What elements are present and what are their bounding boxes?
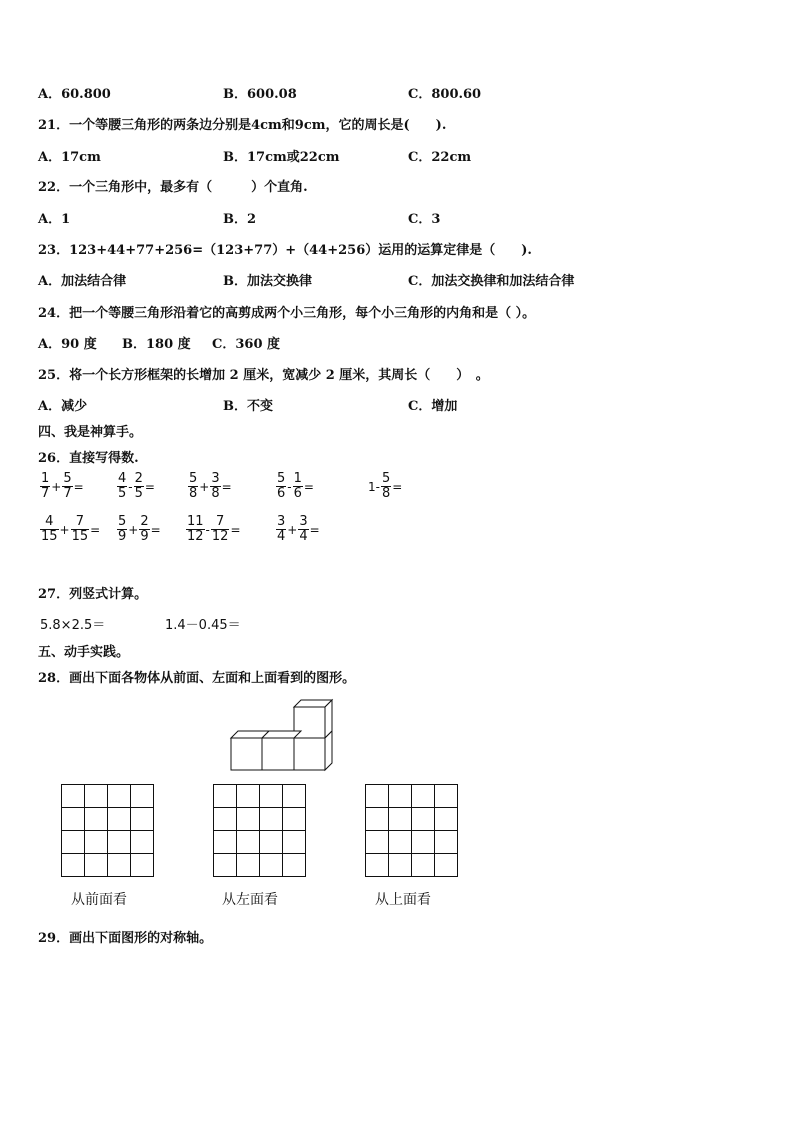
q25-option-c[interactable]: C．增加 — [408, 399, 458, 414]
q22-option-c[interactable]: C．3 — [408, 212, 441, 227]
cube-stack-figure — [228, 697, 338, 777]
q26-expr-8: $\frac{11}{12}$ - $\frac{7}{12}$ = — [187, 514, 241, 544]
q21-text: 21．一个等腰三角形的两条边分别是4cm和9cm，它的周长是( ). — [38, 118, 447, 133]
q24-option-b[interactable]: B．180 度 — [122, 337, 191, 352]
q22-text: 22．一个三角形中，最多有（ ）个直角. — [38, 180, 308, 195]
fraction: $\frac{3}{8}$ — [211, 471, 220, 501]
q28-text: 28．画出下面各物体从前面、左面和上面看到的图形。 — [38, 671, 356, 686]
top-view-grid[interactable] — [365, 784, 458, 877]
q25-text: 25．将一个长方形框架的长增加 2 厘米，宽减少 2 厘米，其周长（ ） 。 — [38, 368, 489, 383]
fraction: $\frac{2}{5}$ — [134, 471, 143, 501]
q20-option-b[interactable]: B．600.08 — [223, 87, 297, 102]
section-5-heading: 五、动手实践。 — [38, 645, 130, 660]
q26-expr-6: $\frac{4}{15}$ + $\frac{7}{15}$ = — [41, 514, 101, 544]
fraction: $\frac{7}{12}$ — [211, 514, 229, 544]
q24-option-c[interactable]: C．360 度 — [212, 337, 281, 352]
q23-option-a[interactable]: A．加法结合律 — [38, 274, 127, 289]
fraction: $\frac{3}{4}$ — [277, 514, 286, 544]
fraction: $\frac{5}{8}$ — [189, 471, 198, 501]
q26-expr-3: $\frac{5}{8}$ + $\frac{3}{8}$ = — [189, 471, 232, 501]
q20-option-c[interactable]: C．800.60 — [408, 87, 482, 102]
fraction: $\frac{5}{6}$ — [277, 471, 286, 501]
left-view-grid[interactable] — [213, 784, 306, 877]
q26-expr-2: $\frac{4}{5}$ - $\frac{2}{5}$ = — [118, 471, 155, 501]
front-view-grid[interactable] — [61, 784, 154, 877]
front-view-caption: 从前面看 — [71, 892, 127, 908]
q21-option-b[interactable]: B．17cm或22cm — [223, 150, 340, 165]
fraction: $\frac{1}{6}$ — [293, 471, 302, 501]
q26-text: 26．直接写得数. — [38, 451, 139, 466]
section-4-heading: 四、我是神算手。 — [38, 425, 143, 440]
q21-option-c[interactable]: C．22cm — [408, 150, 472, 165]
q21-option-a[interactable]: A．17cm — [38, 150, 101, 165]
top-view-caption: 从上面看 — [375, 892, 431, 908]
q26-expr-9: $\frac{3}{4}$ + $\frac{3}{4}$ = — [277, 514, 320, 544]
left-view-caption: 从左面看 — [222, 892, 278, 908]
q24-text: 24．把一个等腰三角形沿着它的高剪成两个小三角形，每个小三角形的内角和是（ ）。 — [38, 306, 536, 321]
q26-expr-7: $\frac{5}{9}$ + $\frac{2}{9}$ = — [118, 514, 161, 544]
fraction: $\frac{1}{7}$ — [41, 471, 50, 501]
fraction: $\frac{2}{9}$ — [140, 514, 149, 544]
fraction: $\frac{5}{7}$ — [63, 471, 72, 501]
q22-option-b[interactable]: B．2 — [223, 212, 257, 227]
q22-option-a[interactable]: A．1 — [38, 212, 71, 227]
q27-expr-2: 1.4－0.45＝ — [165, 618, 241, 633]
q23-text: 23．123+44+77+256=（123+77）+（44+256）运用的运算定律是（ ). — [38, 243, 532, 258]
q25-option-a[interactable]: A．减少 — [38, 399, 88, 414]
fraction: $\frac{7}{15}$ — [71, 514, 89, 544]
q27-text: 27．列竖式计算。 — [38, 587, 148, 602]
fraction: $\frac{5}{9}$ — [118, 514, 127, 544]
q27-expr-1: 5.8×2.5＝ — [40, 618, 106, 633]
q23-option-b[interactable]: B．加法交换律 — [223, 274, 312, 289]
q25-option-b[interactable]: B．不变 — [223, 399, 273, 414]
fraction: $\frac{4}{5}$ — [118, 471, 127, 501]
fraction: $\frac{11}{12}$ — [187, 514, 204, 544]
q26-expr-4: $\frac{5}{6}$ - $\frac{1}{6}$ = — [277, 471, 314, 501]
q26-expr-5: 1- $\frac{5}{8}$ = — [368, 471, 403, 501]
q20-option-a[interactable]: A．60.800 — [38, 87, 111, 102]
q23-option-c[interactable]: C．加法交换律和加法结合律 — [408, 274, 575, 289]
fraction: $\frac{3}{4}$ — [299, 514, 308, 544]
q24-option-a[interactable]: A．90 度 — [38, 337, 97, 352]
q26-expr-1: $\frac{1}{7}$ + $\frac{5}{7}$ = — [41, 471, 84, 501]
fraction: $\frac{5}{8}$ — [381, 471, 391, 501]
fraction: $\frac{4}{15}$ — [41, 514, 58, 544]
q29-text: 29．画出下面图形的对称轴。 — [38, 931, 213, 946]
